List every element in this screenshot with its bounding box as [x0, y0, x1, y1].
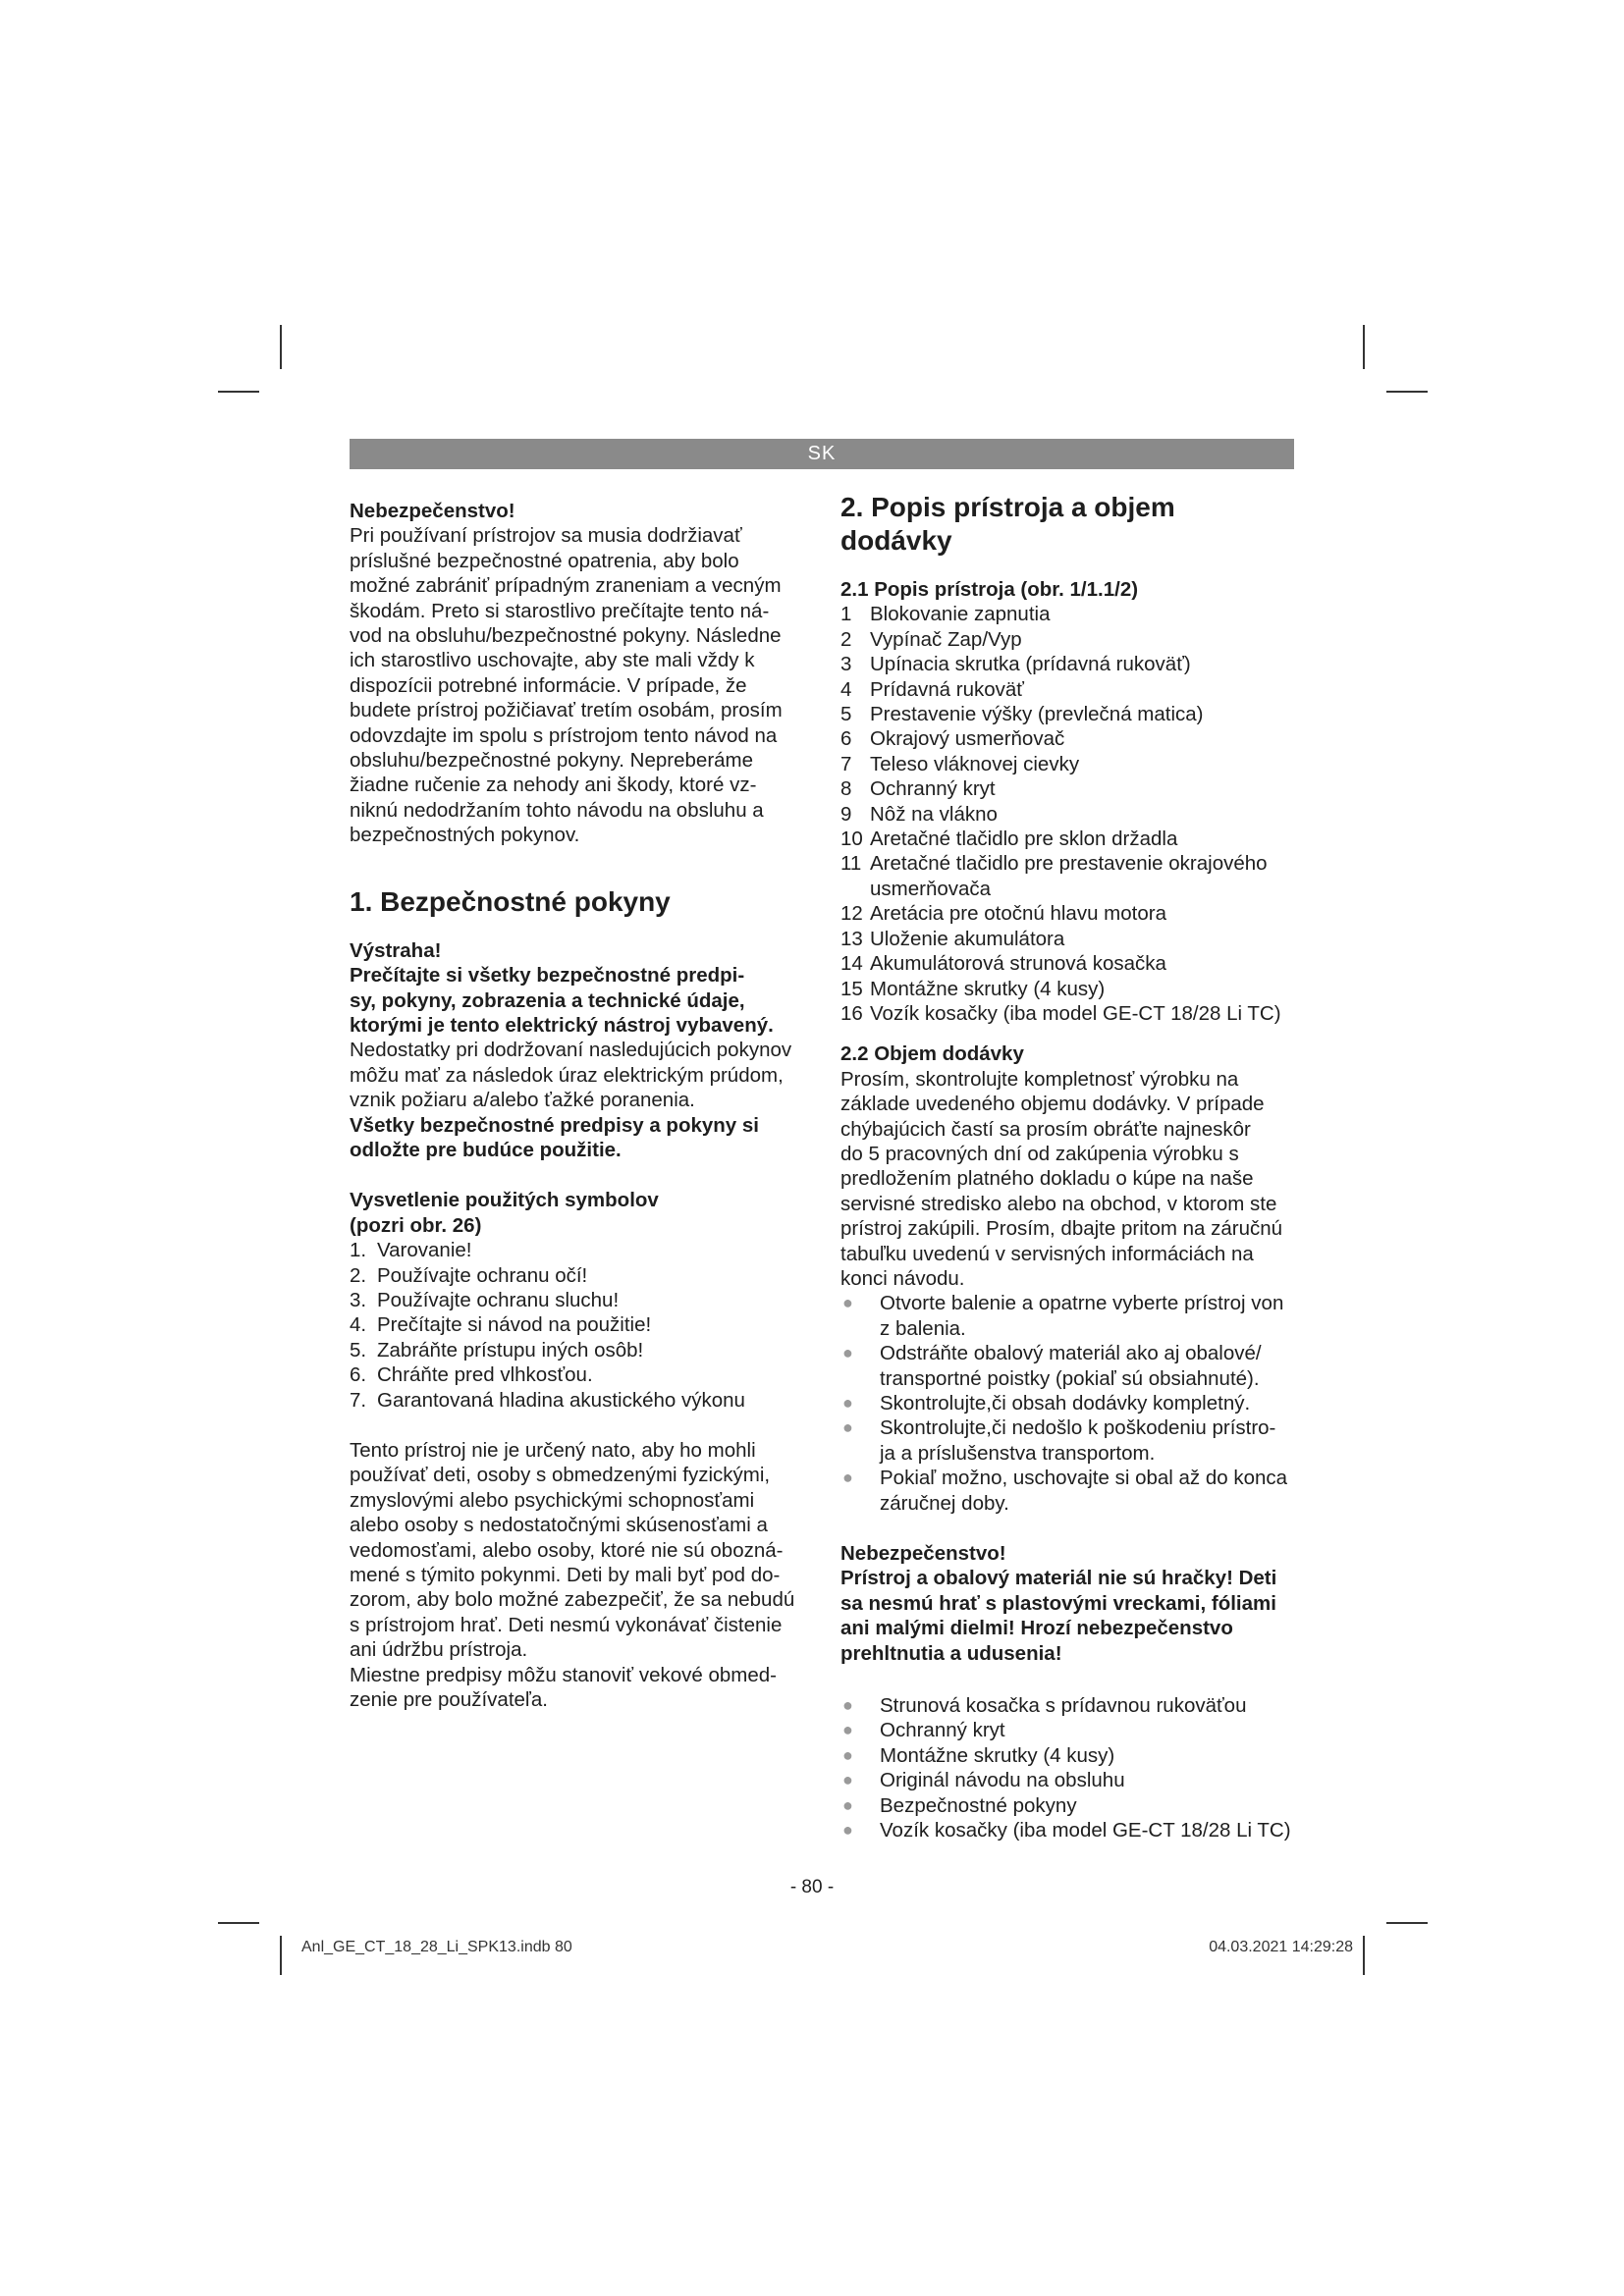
heading-line: Vysvetlenie použitých symbolov [350, 1189, 659, 1212]
scope-paragraph [840, 1067, 1294, 1292]
item-text: Uloženie akumulátora [870, 927, 1065, 950]
language-code: SK [807, 443, 837, 464]
bullet-icon: ● [842, 1393, 853, 1413]
item-text: Okrajový usmerňovač [870, 727, 1065, 751]
bullet-item [840, 1743, 1294, 1768]
item-text: Varovanie! [377, 1239, 472, 1262]
text-line: žiadne ručenie za nehody ani škody, ktoré vz- [350, 774, 757, 797]
crop-mark [218, 391, 259, 393]
text-line: sa nesmú hrať s plastovými vreckami, fóliami [840, 1591, 1276, 1615]
item-text: Zabráňte prístupu iných osôb! [377, 1338, 644, 1362]
text-line: predložením platného dokladu o kúpe na naše [840, 1167, 1254, 1191]
bullet-item [840, 1818, 1294, 1842]
text-line: obsluhu/bezpečnostné pokyny. Nepreberáme [350, 749, 754, 773]
list-item [840, 652, 1294, 676]
contents-list [840, 1693, 1294, 1842]
usage-paragraph [350, 1438, 797, 1712]
warning-bold-text-2 [350, 1113, 797, 1163]
right-column [840, 491, 1294, 1843]
text-line: Všetky bezpečnostné predpisy a pokyny si [350, 1113, 759, 1137]
item-text: Používajte ochranu očí! [377, 1263, 588, 1287]
bullet-item [840, 1768, 1294, 1792]
checks-list [840, 1291, 1294, 1516]
crop-mark [1363, 325, 1365, 369]
warning-text [350, 1038, 797, 1112]
text-line: do 5 pracovných dní od zakúpenia výrobku s [840, 1142, 1239, 1165]
list-item [840, 677, 1294, 702]
danger-heading-2: Nebezpečenstvo! [840, 1542, 1006, 1566]
item-text: Odstráňte obalový materiál ako aj obalové/ transportné poistky (pokiaľ sú obsiahnuté). [880, 1342, 1262, 1390]
bullet-icon: ● [842, 1820, 853, 1841]
item-text: Blokovanie zapnutia [870, 603, 1051, 626]
bullet-item [840, 1291, 1294, 1341]
item-text: Prestavenie výšky (prevlečná matica) [870, 703, 1204, 726]
bullet-icon: ● [842, 1343, 853, 1363]
text-line: odložte pre budúce použitie. [350, 1138, 622, 1161]
bullet-icon: ● [842, 1720, 853, 1740]
crop-mark [280, 325, 282, 369]
item-text: Pokiaľ možno, uschovajte si obal až do konca záručnej doby. [880, 1467, 1288, 1515]
item-number: 5 [840, 703, 852, 726]
item-text: Otvorte balenie a opatrne vyberte prístroj von z balenia. [880, 1292, 1284, 1340]
item-text: Chráňte pred vlhkosťou. [377, 1363, 593, 1387]
list-item [840, 627, 1294, 652]
item-number: 11 [840, 852, 862, 876]
list-item [840, 752, 1294, 776]
item-number: 10 [840, 828, 863, 851]
item-text: Montážne skrutky (4 kusy) [870, 977, 1106, 1000]
footer-file-name: Anl_GE_CT_18_28_Li_SPK13.indb 80 [301, 1939, 572, 1955]
text-line: chýbajúcich častí sa prosím obráťte najneskôr [840, 1117, 1251, 1141]
symbols-list [350, 1238, 797, 1413]
text-line: zmyslovými alebo psychickými schopnosťami [350, 1488, 755, 1512]
item-text: Skontrolujte,či obsah dodávky kompletný. [880, 1392, 1251, 1415]
text-line: niknú nedodržaním tohto návodu na obsluhu a [350, 798, 764, 822]
text-line: alebo osoby s nedostatočnými skúsenosťami a [350, 1514, 768, 1537]
text-line: vedomosťami, alebo osoby, ktoré nie sú obozná- [350, 1538, 784, 1562]
item-number: 3 [840, 653, 852, 676]
heading-line: (pozri obr. 26) [350, 1213, 482, 1237]
page-number: - 80 - [789, 1877, 835, 1897]
crop-mark [280, 1936, 282, 1975]
text-line: môžu mať za následok úraz elektrickým prúdom, [350, 1063, 784, 1087]
item-text: Aretačné tlačidlo pre prestavenie okrajového usmerňovača [870, 852, 1268, 900]
crop-mark [1386, 391, 1428, 393]
section-2-title: 2. Popis prístroja a objem dodávky [840, 492, 1175, 556]
text-line: zorom, aby bolo možné zabezpečiť, že sa nebudú [350, 1588, 795, 1612]
item-text: Originál návodu na obsluhu [880, 1769, 1125, 1792]
item-text: Akumulátorová strunová kosačka [870, 952, 1166, 976]
symbols-heading [350, 1188, 797, 1238]
item-text: Strunová kosačka s prídavnou rukoväťou [880, 1694, 1247, 1718]
danger-paragraph [350, 523, 797, 847]
item-number: 3. [350, 1288, 367, 1311]
text-line: používať deti, osoby s obmedzenými fyzickými, [350, 1464, 771, 1487]
text-line: prehltnutia a udusenia! [840, 1641, 1062, 1665]
list-item [840, 702, 1294, 726]
text-line: odovzdajte im spolu s prístrojom tento návod na [350, 723, 778, 747]
item-text: Teleso vláknovej cievky [870, 752, 1080, 775]
text-line: základe uvedeného objemu dodávky. V prípade [840, 1093, 1265, 1116]
item-number: 12 [840, 902, 863, 926]
text-line: Prosím, skontrolujte kompletnosť výrobku na [840, 1067, 1239, 1091]
text-line: prístroj zakúpili. Prosím, dbajte pritom na záručnú [840, 1217, 1283, 1241]
list-item [840, 901, 1294, 926]
list-item [350, 1263, 797, 1288]
danger-paragraph-2 [840, 1566, 1294, 1666]
list-item [840, 1001, 1294, 1026]
text-line: Miestne predpisy môžu stanoviť vekové obmed- [350, 1663, 777, 1686]
text-line: mené s týmito pokynmi. Deti by mali byť pod do- [350, 1564, 781, 1587]
bullet-item [840, 1391, 1294, 1415]
bullet-item [840, 1693, 1294, 1718]
list-item [350, 1312, 797, 1337]
text-line: s prístrojom hrať. Deti nesmú vykonávať čistenie [350, 1613, 783, 1636]
bullet-icon: ● [842, 1695, 853, 1716]
list-item [350, 1238, 797, 1262]
subsection-2-2-title: 2.2 Objem dodávky [840, 1042, 1024, 1066]
list-item [350, 1288, 797, 1312]
list-item [840, 802, 1294, 827]
text-line: servisné stredisko alebo na obchod, v ktorom ste [840, 1192, 1277, 1215]
item-number: 4. [350, 1313, 367, 1337]
item-text: Aretačné tlačidlo pre sklon držadla [870, 828, 1178, 851]
bullet-item [840, 1415, 1294, 1466]
text-line: vznik požiaru a/alebo ťažké poranenia. [350, 1089, 695, 1112]
parts-list [840, 602, 1294, 1026]
text-line: zenie pre používateľa. [350, 1688, 548, 1712]
list-item [840, 851, 1294, 901]
bullet-icon: ● [842, 1417, 853, 1438]
text-line: sy, pokyny, zobrazenia a technické údaje, [350, 988, 745, 1012]
text-line: konci návodu. [840, 1266, 965, 1290]
item-number: 9 [840, 802, 852, 826]
item-number: 4 [840, 677, 852, 701]
bullet-item [840, 1718, 1294, 1742]
warning-bold-text [350, 963, 797, 1038]
item-text: Prečítajte si návod na použitie! [377, 1313, 652, 1337]
list-item [840, 827, 1294, 851]
item-text: Nôž na vlákno [870, 802, 998, 826]
item-text: Vypínač Zap/Vyp [870, 627, 1022, 651]
item-text: Prídavná rukoväť [870, 677, 1024, 701]
text-line: Nedostatky pri dodržovaní nasledujúcich pokynov [350, 1039, 792, 1062]
item-number: 5. [350, 1338, 367, 1362]
item-number: 7 [840, 752, 852, 775]
text-line: dispozícii potrebné informácie. V prípade, že [350, 673, 747, 697]
text-line: budete prístroj požičiavať tretím osobám, prosím [350, 699, 783, 722]
item-number: 7. [350, 1388, 367, 1412]
warning-heading: Výstraha! [350, 938, 442, 962]
list-item [840, 602, 1294, 626]
subsection-2-1-title: 2.1 Popis prístroja (obr. 1/1.1/2) [840, 578, 1139, 601]
text-line: príslušné bezpečnostné opatrenia, aby bolo [350, 549, 739, 572]
item-number: 16 [840, 1001, 863, 1025]
footer-datetime: 04.03.2021 14:29:28 [1209, 1939, 1353, 1955]
item-number: 6. [350, 1363, 367, 1387]
text-line: Prečítajte si všetky bezpečnostné predpi- [350, 964, 745, 988]
item-text: Upínacia skrutka (prídavná rukoväť) [870, 653, 1191, 676]
section-1-title: 1. Bezpečnostné pokyny [350, 885, 671, 917]
bullet-item [840, 1793, 1294, 1818]
list-item [350, 1388, 797, 1413]
list-item [350, 1338, 797, 1362]
item-number: 2 [840, 627, 852, 651]
item-text: Ochranný kryt [870, 777, 996, 801]
text-line: bezpečnostných pokynov. [350, 824, 580, 847]
list-item [840, 927, 1294, 951]
bullet-item [840, 1466, 1294, 1516]
item-text: Montážne skrutky (4 kusy) [880, 1743, 1115, 1767]
bullet-icon: ● [842, 1293, 853, 1313]
item-text: Vozík kosačky (iba model GE-CT 18/28 Li TC) [870, 1001, 1281, 1025]
text-line: ich starostlivo uschovajte, aby ste mali vždy k [350, 649, 755, 672]
item-number: 6 [840, 727, 852, 751]
left-column [350, 491, 797, 1712]
bullet-icon: ● [842, 1794, 853, 1815]
item-text: Aretácia pre otočnú hlavu motora [870, 902, 1166, 926]
text-line: ktorými je tento elektrický nástroj vybavený. [350, 1013, 774, 1037]
item-number: 13 [840, 927, 863, 950]
crop-mark [1363, 1936, 1365, 1975]
item-number: 2. [350, 1263, 367, 1287]
text-line: Pri používaní prístrojov sa musia dodržiavať [350, 524, 742, 548]
list-item [350, 1362, 797, 1387]
list-item [840, 951, 1294, 976]
bullet-icon: ● [842, 1744, 853, 1765]
list-item [840, 726, 1294, 751]
list-item [840, 776, 1294, 801]
item-text: Vozík kosačky (iba model GE-CT 18/28 Li TC) [880, 1819, 1291, 1842]
crop-mark [1386, 1922, 1428, 1924]
bullet-icon: ● [842, 1770, 853, 1790]
item-number: 14 [840, 952, 863, 976]
item-number: 15 [840, 977, 863, 1000]
text-line: Tento prístroj nie je určený nato, aby ho mohli [350, 1439, 756, 1462]
item-text: Skontrolujte,či nedošlo k poškodeniu prístro- ja a príslušenstva transportom. [880, 1416, 1276, 1465]
language-header-bar [350, 439, 1294, 469]
crop-mark [218, 1922, 259, 1924]
item-text: Ochranný kryt [880, 1719, 1005, 1742]
text-line: vod na obsluhu/bezpečnostné pokyny. Následne [350, 624, 782, 648]
item-number: 1 [840, 603, 852, 626]
text-line: škodám. Preto si starostlivo prečítajte tento ná- [350, 599, 770, 622]
text-line: možné zabrániť prípadným zraneniam a vecným [350, 574, 782, 598]
item-text: Používajte ochranu sluchu! [377, 1288, 620, 1311]
danger-heading: Nebezpečenstvo! [350, 500, 515, 522]
text-line: ani údržbu prístroja. [350, 1638, 528, 1662]
item-number: 1. [350, 1239, 367, 1262]
text-line: Prístroj a obalový materiál nie sú hračky! Deti [840, 1567, 1277, 1590]
text-line: ani malými dielmi! Hrozí nebezpečenstvo [840, 1617, 1233, 1640]
bullet-icon: ● [842, 1468, 853, 1488]
item-number: 8 [840, 777, 852, 801]
text-line: tabuľku uvedenú v servisných informáciách na [840, 1242, 1254, 1265]
item-text: Bezpečnostné pokyny [880, 1793, 1077, 1817]
bullet-item [840, 1341, 1294, 1391]
list-item [840, 977, 1294, 1001]
item-text: Garantovaná hladina akustického výkonu [377, 1388, 745, 1412]
